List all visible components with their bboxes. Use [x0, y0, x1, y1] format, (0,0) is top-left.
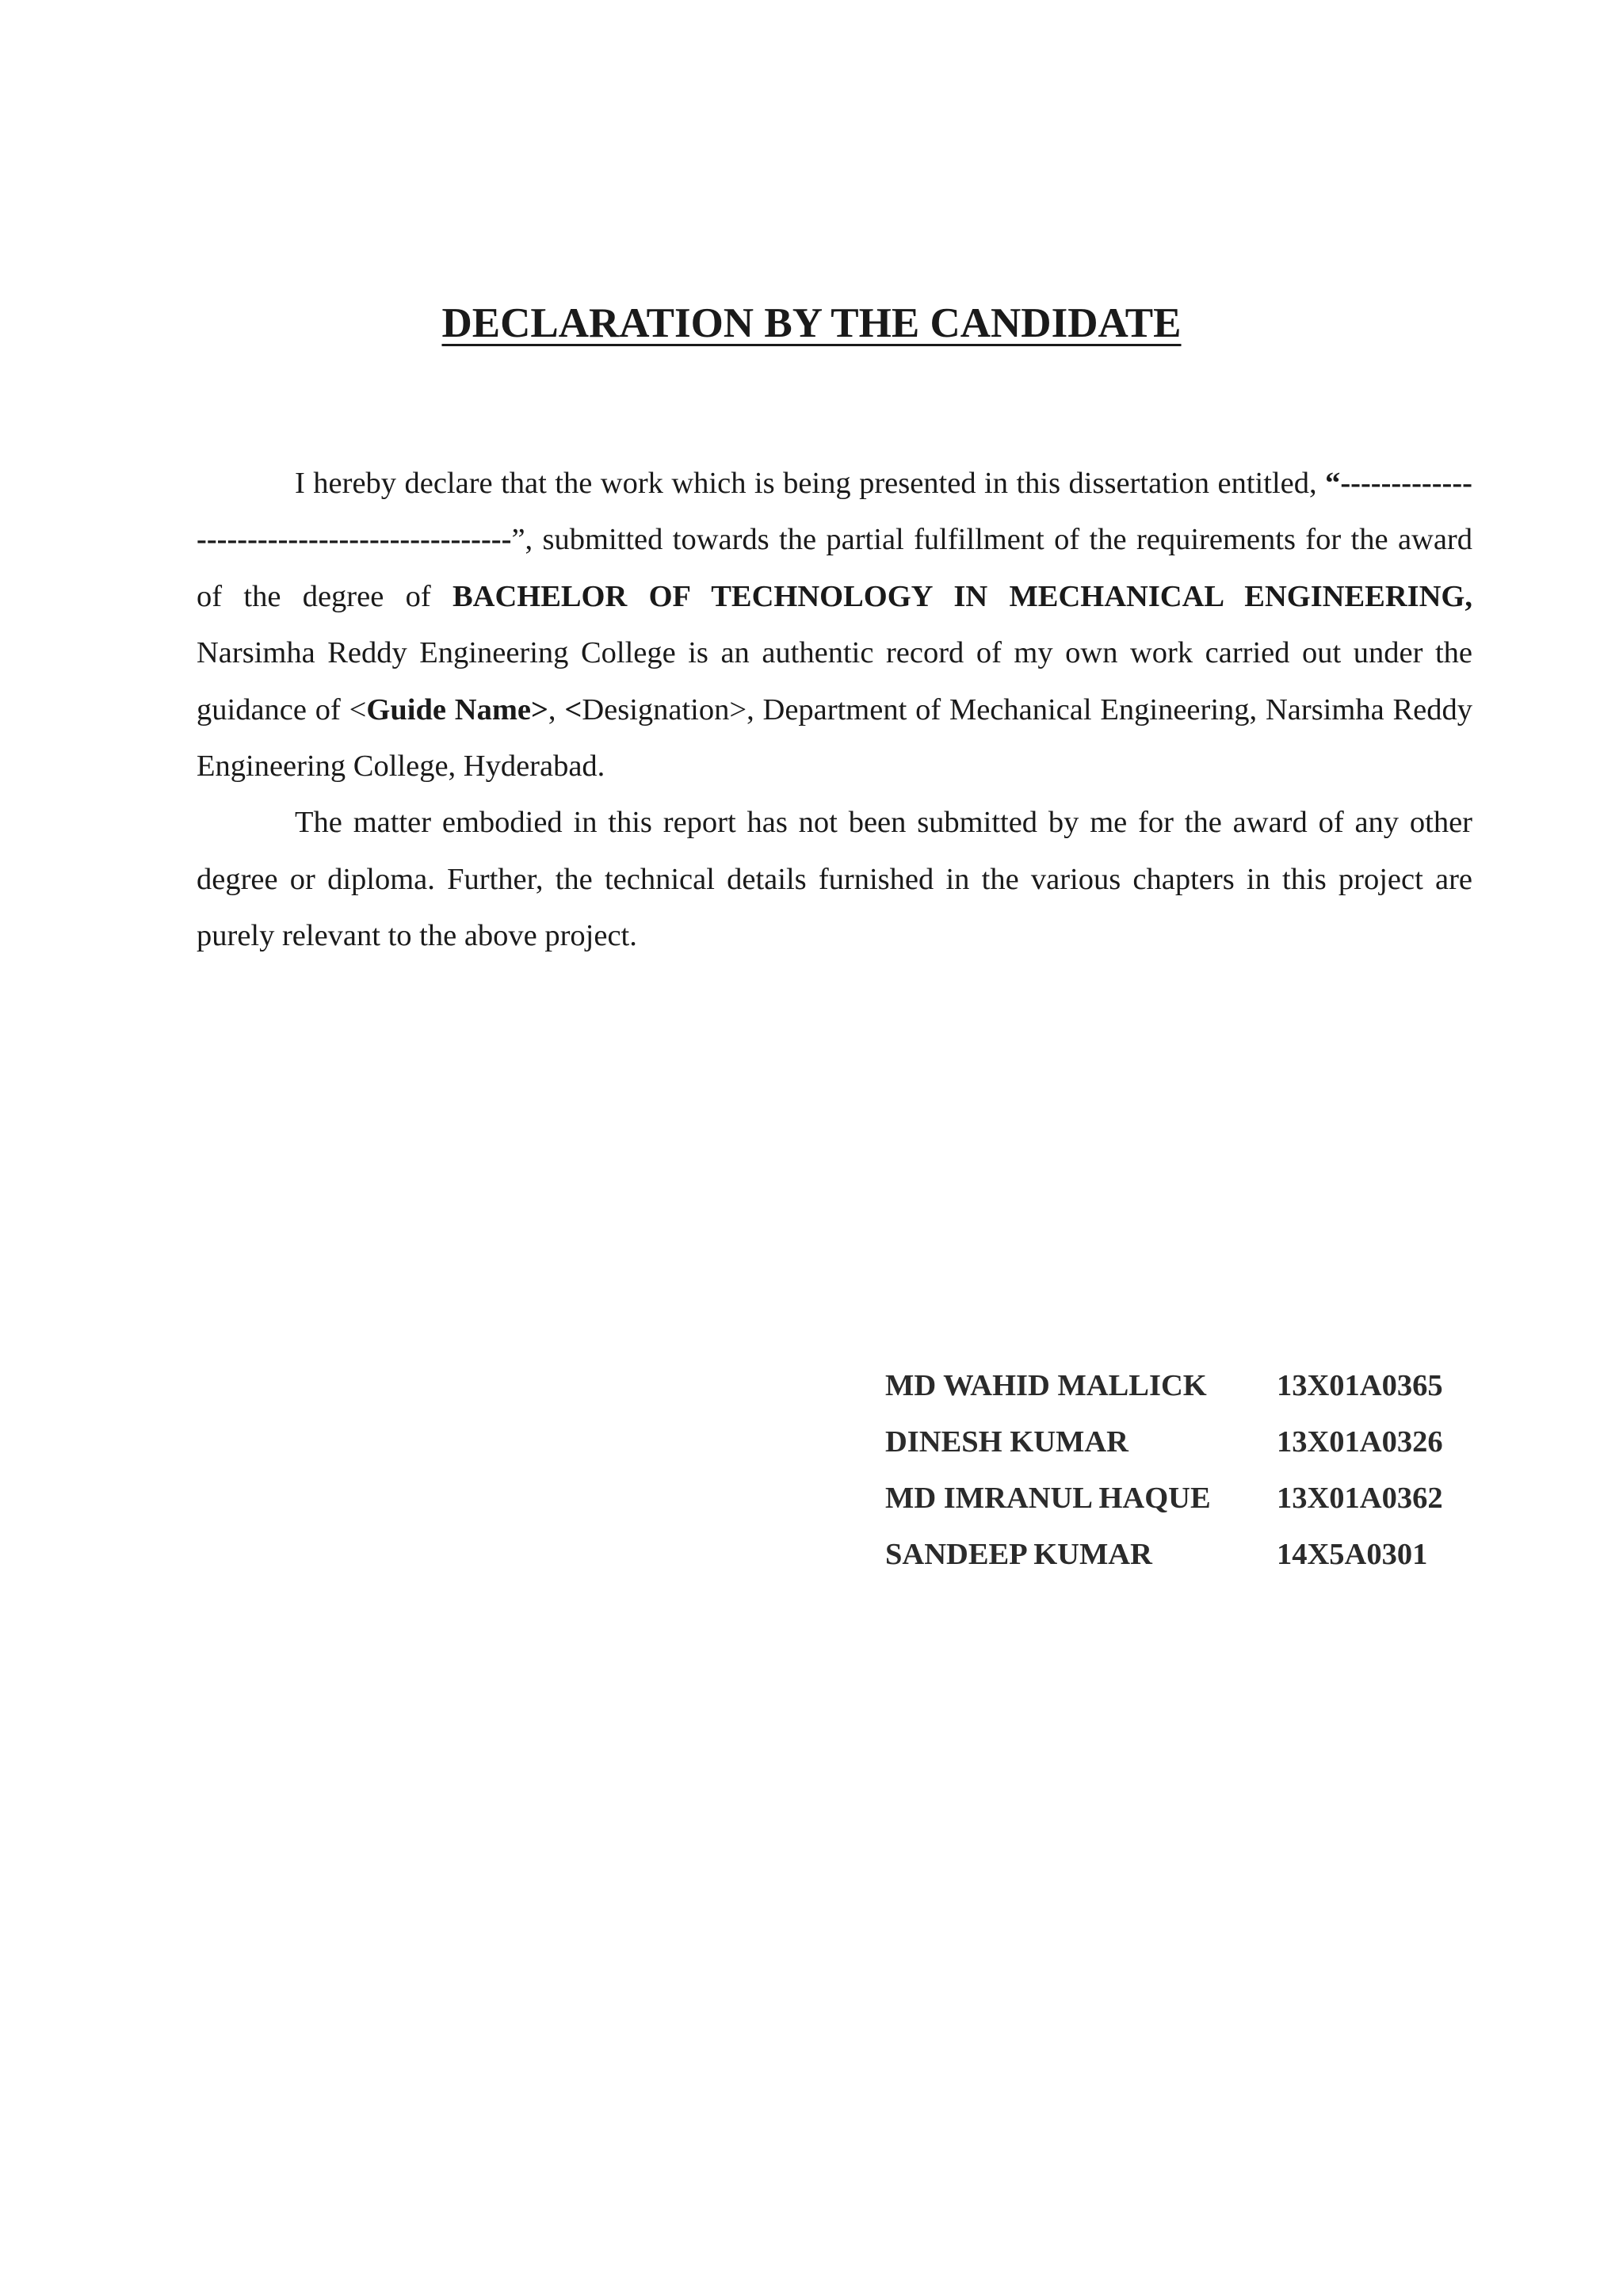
- candidate-roll-number: 13X01A0362: [1277, 1482, 1443, 1515]
- candidate-roll-number: 13X01A0326: [1277, 1425, 1443, 1459]
- paragraph-1-text-1: I hereby declare that the work which is being presented in this dissertation entitled,: [295, 467, 1326, 500]
- guide-name-placeholder: Guide Name>: [366, 692, 548, 727]
- dissertation-title-placeholder: “--------------------------------------------: [197, 467, 1472, 557]
- paragraph-1-text-5: Designation>, Department of Mechanical Engineering, Narsimha Reddy Engineering College, Hyderabad.: [197, 692, 1472, 784]
- declaration-paragraph-2: The matter embodied in this report has not been submitted by me for the award of any other degree or diploma. Further, the technical details furnished in the various chapters in this project are purely relevant to the above project.: [197, 806, 1472, 953]
- candidate-row: [885, 1527, 1483, 1583]
- candidate-row: [885, 1470, 1483, 1527]
- designation-open-bracket: <: [564, 692, 582, 727]
- candidate-roll-number: 14X5A0301: [1277, 1538, 1428, 1571]
- paragraph-1-text-3: Narsimha Reddy Engineering College is an authentic record of my own work carried out under the guidance of <: [197, 636, 1472, 727]
- degree-name: BACHELOR OF TECHNOLOGY IN MECHANICAL ENGINEERING,: [452, 579, 1472, 613]
- candidate-name: DINESH KUMAR: [885, 1425, 1128, 1459]
- page-title: DECLARATION BY THE CANDIDATE: [441, 300, 1182, 346]
- candidate-list: [885, 1358, 1483, 1583]
- declaration-paragraph-1: [197, 456, 1472, 795]
- paragraph-1-text-4: ,: [548, 692, 565, 727]
- candidate-name: MD IMRANUL HAQUE: [885, 1482, 1211, 1515]
- candidate-row: [885, 1414, 1483, 1470]
- candidate-name: MD WAHID MALLICK: [885, 1369, 1207, 1402]
- paragraph-1-text-2: ”, submitted towards the partial fulfillment of the requirements for the award of the degree of: [197, 523, 1472, 613]
- declaration-body: [197, 456, 1472, 965]
- candidate-roll-number: 13X01A0365: [1277, 1369, 1443, 1402]
- candidate-name: SANDEEP KUMAR: [885, 1538, 1152, 1571]
- candidate-row: [885, 1358, 1483, 1414]
